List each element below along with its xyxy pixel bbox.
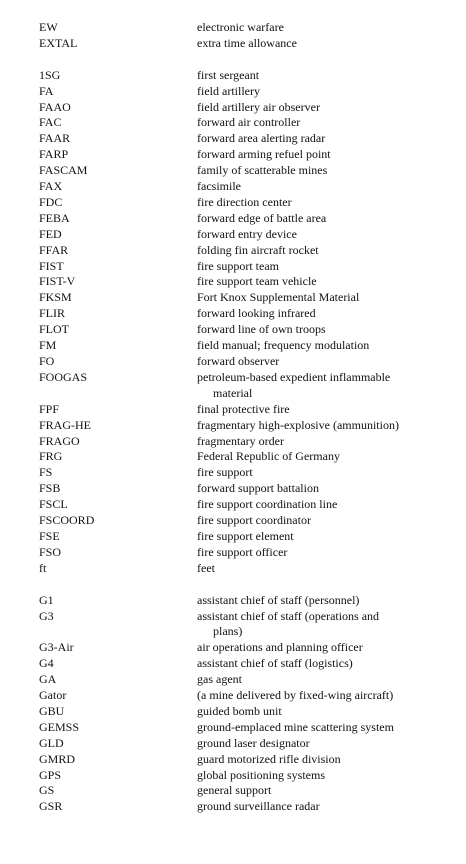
glossary-entry bbox=[0, 449, 466, 465]
definition-text: forward air controller bbox=[197, 115, 301, 130]
glossary-entry bbox=[0, 243, 466, 259]
glossary-entry bbox=[0, 593, 466, 609]
entry-term: GLD bbox=[39, 735, 64, 750]
glossary-list bbox=[0, 20, 466, 815]
glossary-entry bbox=[0, 465, 466, 481]
entry-term: FSCL bbox=[39, 497, 68, 512]
glossary-entry bbox=[0, 179, 466, 195]
entry-term: G3 bbox=[39, 608, 54, 623]
definition-text: field artillery air observer bbox=[197, 99, 320, 114]
entry-definition bbox=[197, 20, 437, 36]
entry-definition bbox=[197, 84, 437, 100]
definition-text: extra time allowance bbox=[197, 35, 297, 50]
glossary-entry bbox=[0, 688, 466, 704]
entry-definition bbox=[197, 195, 437, 211]
definition-text: field manual; frequency modulation bbox=[197, 338, 370, 353]
glossary-entry bbox=[0, 783, 466, 799]
entry-definition bbox=[197, 752, 437, 768]
entry-definition bbox=[197, 561, 437, 577]
glossary-entry bbox=[0, 799, 466, 815]
entry-term: FAAO bbox=[39, 99, 71, 114]
entry-definition bbox=[197, 338, 437, 354]
entry-term: GSR bbox=[39, 799, 63, 814]
entry-term: FRAGO bbox=[39, 433, 80, 448]
definition-text: assistant chief of staff (operations and bbox=[197, 608, 380, 623]
definition-text: Federal Republic of Germany bbox=[197, 449, 340, 464]
entry-definition bbox=[197, 593, 437, 609]
definition-text: fragmentary order bbox=[197, 433, 284, 448]
entry-term: FIST-V bbox=[39, 274, 76, 289]
glossary-entry bbox=[0, 672, 466, 688]
entry-definition bbox=[197, 497, 437, 513]
definition-text: (a mine delivered by fixed-wing aircraft) bbox=[197, 688, 394, 703]
definition-text: ground surveillance radar bbox=[197, 799, 320, 814]
definition-text: fragmentary high-explosive (ammunition) bbox=[197, 417, 399, 432]
glossary-entry bbox=[0, 720, 466, 736]
glossary-entry bbox=[0, 497, 466, 513]
definition-text: guided bomb unit bbox=[197, 703, 282, 718]
glossary-entry bbox=[0, 306, 466, 322]
entry-definition bbox=[197, 354, 437, 370]
glossary-entry bbox=[0, 211, 466, 227]
entry-definition bbox=[197, 783, 437, 799]
entry-definition bbox=[197, 656, 437, 672]
definition-text: fire support officer bbox=[197, 544, 288, 559]
entry-term: 1SG bbox=[39, 67, 61, 82]
entry-term: ft bbox=[39, 560, 47, 575]
entry-term: FPF bbox=[39, 401, 60, 416]
entry-definition bbox=[197, 640, 437, 656]
entry-term: GBU bbox=[39, 703, 65, 718]
glossary-entry bbox=[0, 561, 466, 577]
definition-text: fire support coordinator bbox=[197, 513, 311, 528]
definition-text: general support bbox=[197, 783, 272, 798]
entry-term: GA bbox=[39, 672, 57, 687]
entry-definition bbox=[197, 163, 437, 179]
entry-term: FAC bbox=[39, 115, 62, 130]
entry-definition bbox=[197, 211, 437, 227]
glossary-entry bbox=[0, 704, 466, 720]
entry-term: GPS bbox=[39, 767, 62, 782]
entry-definition bbox=[197, 259, 437, 275]
entry-term: FSCOORD bbox=[39, 513, 95, 528]
definition-text: forward arming refuel point bbox=[197, 147, 331, 162]
glossary-entry bbox=[0, 322, 466, 338]
glossary-entry bbox=[0, 736, 466, 752]
entry-definition bbox=[197, 465, 437, 481]
glossary-entry bbox=[0, 656, 466, 672]
entry-term: FRAG-HE bbox=[39, 417, 92, 432]
entry-definition bbox=[197, 545, 437, 561]
section-spacer bbox=[0, 577, 466, 593]
glossary-entry bbox=[0, 131, 466, 147]
definition-text: final protective fire bbox=[197, 401, 290, 416]
entry-definition bbox=[197, 418, 437, 434]
glossary-entry bbox=[0, 100, 466, 116]
entry-definition bbox=[197, 179, 437, 195]
glossary-entry bbox=[0, 36, 466, 52]
definition-text: forward observer bbox=[197, 354, 280, 369]
glossary-entry bbox=[0, 402, 466, 418]
definition-text: forward edge of battle area bbox=[197, 210, 327, 225]
entry-definition bbox=[197, 370, 437, 402]
definition-text: air operations and planning officer bbox=[197, 640, 363, 655]
entry-term: FIST bbox=[39, 258, 64, 273]
definition-text: guard motorized rifle division bbox=[197, 751, 341, 766]
definition-text: first sergeant bbox=[197, 67, 260, 82]
entry-definition bbox=[197, 434, 437, 450]
entry-definition bbox=[197, 131, 437, 147]
definition-text: electronic warfare bbox=[197, 20, 284, 34]
entry-term: G4 bbox=[39, 656, 54, 671]
definition-text: fire support bbox=[197, 465, 253, 480]
entry-term: FLOT bbox=[39, 322, 69, 337]
entry-definition bbox=[197, 36, 437, 52]
definition-text: fire direction center bbox=[197, 194, 292, 209]
glossary-entry bbox=[0, 768, 466, 784]
entry-term: FO bbox=[39, 354, 55, 369]
entry-definition bbox=[197, 799, 437, 815]
entry-term: EXTAL bbox=[39, 35, 78, 50]
entry-term: FKSM bbox=[39, 290, 72, 305]
glossary-entry bbox=[0, 227, 466, 243]
entry-definition bbox=[197, 100, 437, 116]
definition-text: Fort Knox Supplemental Material bbox=[197, 290, 360, 305]
glossary-entry bbox=[0, 163, 466, 179]
entry-term: FS bbox=[39, 465, 53, 480]
definition-text: field artillery bbox=[197, 83, 260, 98]
entry-term: FDC bbox=[39, 194, 63, 209]
definition-text: fire support team bbox=[197, 258, 279, 273]
entry-term: GS bbox=[39, 783, 55, 798]
glossary-entry bbox=[0, 338, 466, 354]
glossary-entry bbox=[0, 195, 466, 211]
entry-term: Gator bbox=[39, 688, 67, 703]
definition-text: fire support coordination line bbox=[197, 497, 338, 512]
glossary-entry bbox=[0, 20, 466, 36]
entry-term: FSE bbox=[39, 528, 60, 543]
entry-definition bbox=[197, 720, 437, 736]
entry-term: FRG bbox=[39, 449, 63, 464]
entry-definition bbox=[197, 306, 437, 322]
definition-text: forward area alerting radar bbox=[197, 131, 326, 146]
entry-definition bbox=[197, 609, 437, 641]
entry-definition bbox=[197, 147, 437, 163]
glossary-entry bbox=[0, 752, 466, 768]
glossary-entry bbox=[0, 513, 466, 529]
entry-definition bbox=[197, 274, 437, 290]
entry-definition bbox=[197, 736, 437, 752]
entry-definition bbox=[197, 449, 437, 465]
glossary-entry bbox=[0, 290, 466, 306]
entry-term: EW bbox=[39, 20, 58, 34]
glossary-entry bbox=[0, 434, 466, 450]
entry-definition bbox=[197, 290, 437, 306]
entry-definition bbox=[197, 227, 437, 243]
entry-term: FA bbox=[39, 83, 54, 98]
definition-text: assistant chief of staff (logistics) bbox=[197, 656, 353, 671]
glossary-entry bbox=[0, 84, 466, 100]
definition-text: petroleum-based expedient inflammable bbox=[197, 369, 391, 384]
section-spacer bbox=[0, 52, 466, 68]
glossary-entry bbox=[0, 418, 466, 434]
definition-text: assistant chief of staff (personnel) bbox=[197, 592, 360, 607]
glossary-entry bbox=[0, 640, 466, 656]
entry-definition bbox=[197, 115, 437, 131]
glossary-entry bbox=[0, 354, 466, 370]
glossary-entry bbox=[0, 481, 466, 497]
entry-definition bbox=[197, 529, 437, 545]
glossary-entry bbox=[0, 259, 466, 275]
entry-term: FOOGAS bbox=[39, 369, 88, 384]
definition-text: family of scatterable mines bbox=[197, 163, 328, 178]
glossary-entry bbox=[0, 545, 466, 561]
entry-term: FFAR bbox=[39, 242, 69, 257]
entry-term: FM bbox=[39, 338, 57, 353]
definition-text: forward entry device bbox=[197, 226, 297, 241]
glossary-entry bbox=[0, 115, 466, 131]
definition-text: forward looking infrared bbox=[197, 306, 316, 321]
entry-term: FAAR bbox=[39, 131, 71, 146]
glossary-entry bbox=[0, 147, 466, 163]
entry-definition bbox=[197, 68, 437, 84]
entry-term: GEMSS bbox=[39, 719, 80, 734]
glossary-entry bbox=[0, 274, 466, 290]
definition-text: forward support battalion bbox=[197, 481, 319, 496]
entry-term: FARP bbox=[39, 147, 69, 162]
entry-definition bbox=[197, 322, 437, 338]
definition-continuation: material bbox=[213, 385, 253, 400]
entry-term: FAX bbox=[39, 179, 63, 194]
entry-definition bbox=[197, 688, 437, 704]
definition-text: facsimile bbox=[197, 179, 241, 194]
entry-term: FED bbox=[39, 226, 62, 241]
entry-term: G3-Air bbox=[39, 640, 74, 655]
entry-definition bbox=[197, 704, 437, 720]
definition-text: fire support team vehicle bbox=[197, 274, 317, 289]
definition-text: forward line of own troops bbox=[197, 322, 326, 337]
definition-continuation: plans) bbox=[213, 624, 243, 639]
definition-text: ground-emplaced mine scattering system bbox=[197, 719, 394, 734]
entry-term: FSO bbox=[39, 544, 62, 559]
entry-term: FSB bbox=[39, 481, 61, 496]
entry-term: G1 bbox=[39, 592, 54, 607]
entry-term: FEBA bbox=[39, 210, 70, 225]
glossary-entry bbox=[0, 529, 466, 545]
definition-text: global positioning systems bbox=[197, 767, 326, 782]
entry-term: FASCAM bbox=[39, 163, 88, 178]
definition-text: feet bbox=[197, 560, 215, 575]
entry-definition bbox=[197, 768, 437, 784]
definition-text: ground laser designator bbox=[197, 735, 310, 750]
entry-definition bbox=[197, 243, 437, 259]
glossary-entry bbox=[0, 68, 466, 84]
glossary-entry bbox=[0, 370, 466, 402]
definition-text: fire support element bbox=[197, 528, 294, 543]
definition-text: gas agent bbox=[197, 672, 242, 687]
entry-definition bbox=[197, 672, 437, 688]
entry-definition bbox=[197, 481, 437, 497]
glossary-entry bbox=[0, 609, 466, 641]
entry-term: FLIR bbox=[39, 306, 66, 321]
entry-term: GMRD bbox=[39, 751, 76, 766]
entry-definition bbox=[197, 402, 437, 418]
entry-definition bbox=[197, 513, 437, 529]
definition-text: folding fin aircraft rocket bbox=[197, 242, 319, 257]
